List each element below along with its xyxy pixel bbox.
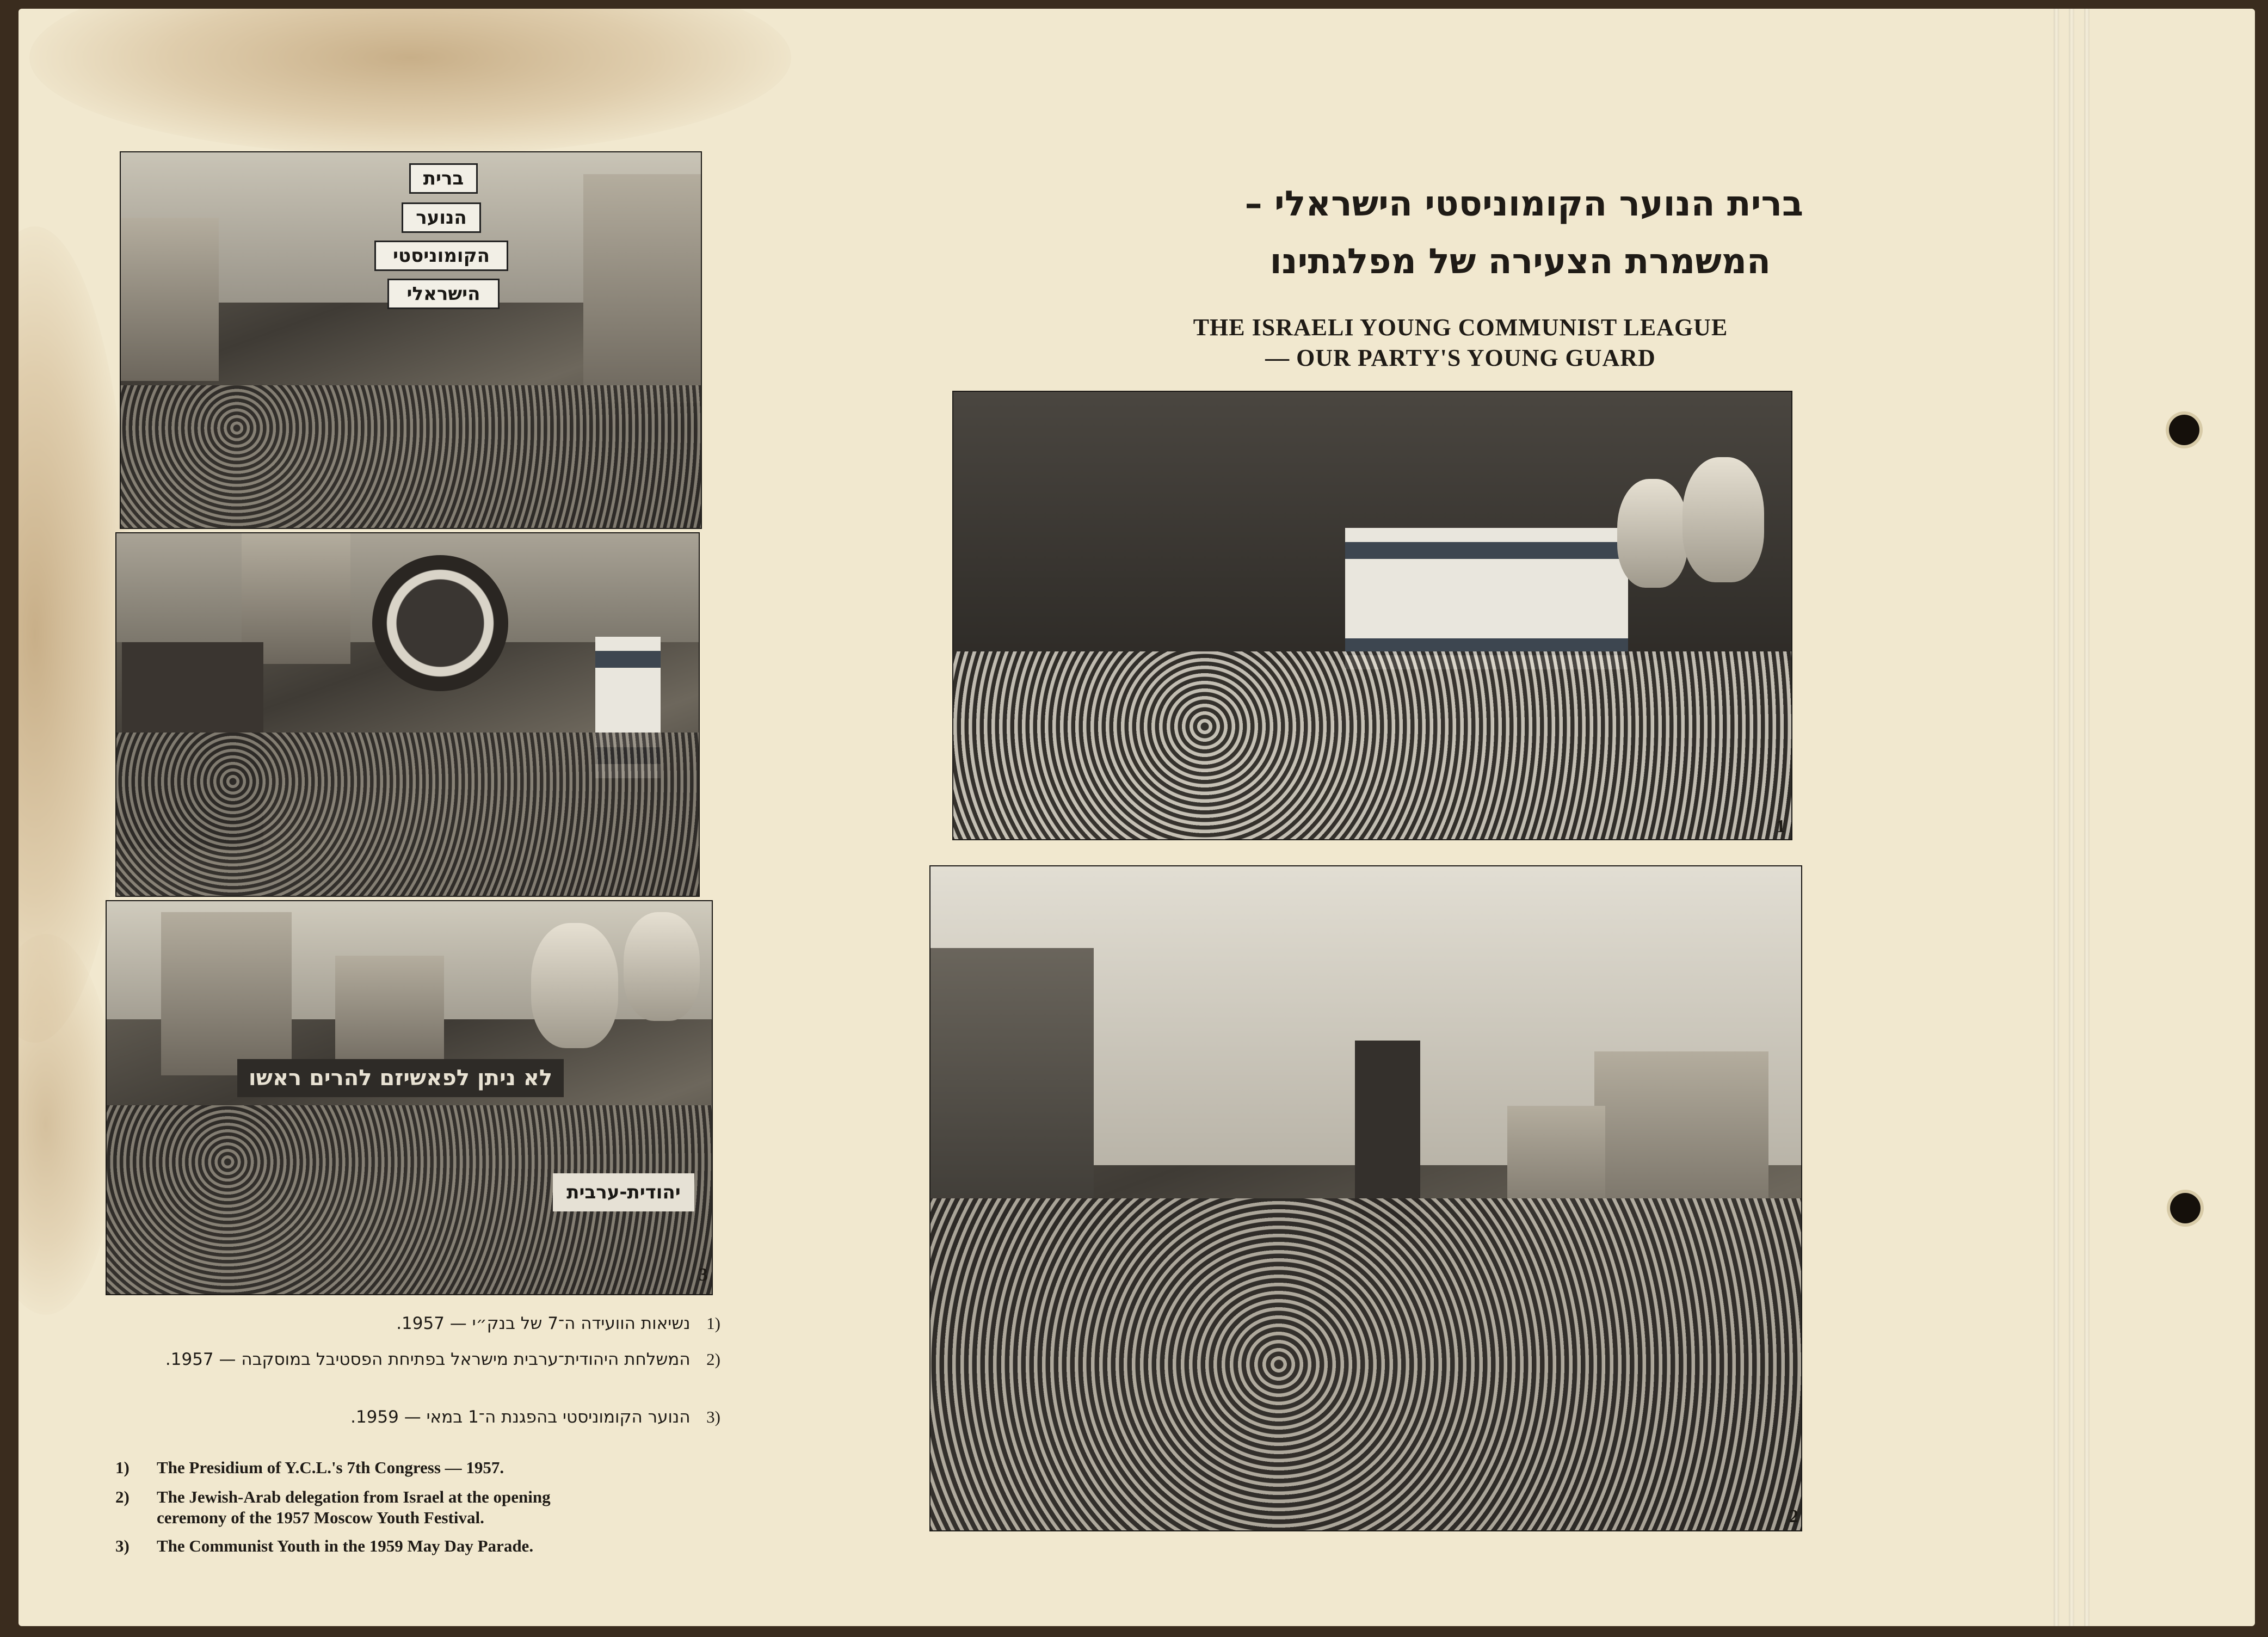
photo-congress-presidium bbox=[952, 391, 1792, 840]
sign-ycl-4: הישראלי bbox=[387, 279, 500, 309]
binding-fold-3 bbox=[2084, 9, 2090, 1626]
english-title-line-2: — OUR PARTY'S YOUNG GUARD bbox=[1265, 344, 1656, 371]
binding-fold-2 bbox=[2069, 9, 2074, 1626]
binding-fold-1 bbox=[2054, 9, 2059, 1626]
photo-number-1: 1 bbox=[1776, 816, 1785, 836]
poster-face-2 bbox=[624, 912, 700, 1021]
emblem-disc bbox=[372, 555, 508, 691]
hebrew-caption-2: (2 המשלחת היהודית־ערבית מישראל בפתיחת הפסטיבל במוסקבה — 1957. bbox=[165, 1350, 720, 1369]
photo-delegation-flags bbox=[115, 532, 700, 897]
binder-hole-bottom bbox=[2170, 1193, 2201, 1223]
sign-ycl-3: הקומוניסטי bbox=[374, 241, 508, 271]
hebrew-title-line-1: ברית הנוער הקומוניסטי הישראלי – bbox=[1244, 184, 1803, 224]
parade-side-sign: יהודית-ערבית bbox=[553, 1173, 694, 1211]
poster-face-1 bbox=[531, 923, 618, 1048]
photo-may-day-parade bbox=[106, 900, 713, 1295]
israeli-flag bbox=[1345, 528, 1628, 669]
mural-face-1 bbox=[1617, 479, 1688, 588]
photo-moscow-festival bbox=[929, 865, 1802, 1531]
hebrew-title-line-2: המשמרת הצעירה של מפלגתינו bbox=[1269, 242, 1771, 282]
hebrew-caption-3: (3 הנוער הקומוניסטי בהפגנת ה־1 במאי — 1959. bbox=[350, 1407, 720, 1427]
photo-youth-march-sign bbox=[120, 151, 702, 529]
hebrew-caption-1: (1 נשיאות הוועידה ה־7 של בנק״י — 1957. bbox=[396, 1314, 720, 1333]
english-caption-1: 1) The Presidium of Y.C.L.'s 7th Congress — 1957. bbox=[115, 1458, 504, 1477]
binder-hole-top bbox=[2169, 415, 2199, 445]
photo-number-3: 3 bbox=[699, 1265, 708, 1285]
parade-banner: לא ניתן לפאשיזם להרים ראשו bbox=[237, 1059, 564, 1097]
water-stain-top bbox=[29, 9, 791, 156]
album-page bbox=[19, 9, 2255, 1626]
sign-ycl-2: הנוער bbox=[402, 202, 481, 233]
english-title-line-1: THE ISRAELI YOUNG COMMUNIST LEAGUE bbox=[1193, 314, 1728, 341]
english-caption-2: 2) The Jewish-Arab delegation from Israel at the opening ceremony of the 1957 Moscow Youth Festival. bbox=[115, 1487, 551, 1527]
photo-number-2: 2 bbox=[1789, 1506, 1798, 1527]
sign-ycl: ברית bbox=[409, 163, 478, 194]
english-caption-3: 3) The Communist Youth in the 1959 May Day Parade. bbox=[115, 1536, 534, 1555]
water-stain-bottom-left bbox=[19, 934, 116, 1315]
mural-face-2 bbox=[1682, 457, 1764, 582]
